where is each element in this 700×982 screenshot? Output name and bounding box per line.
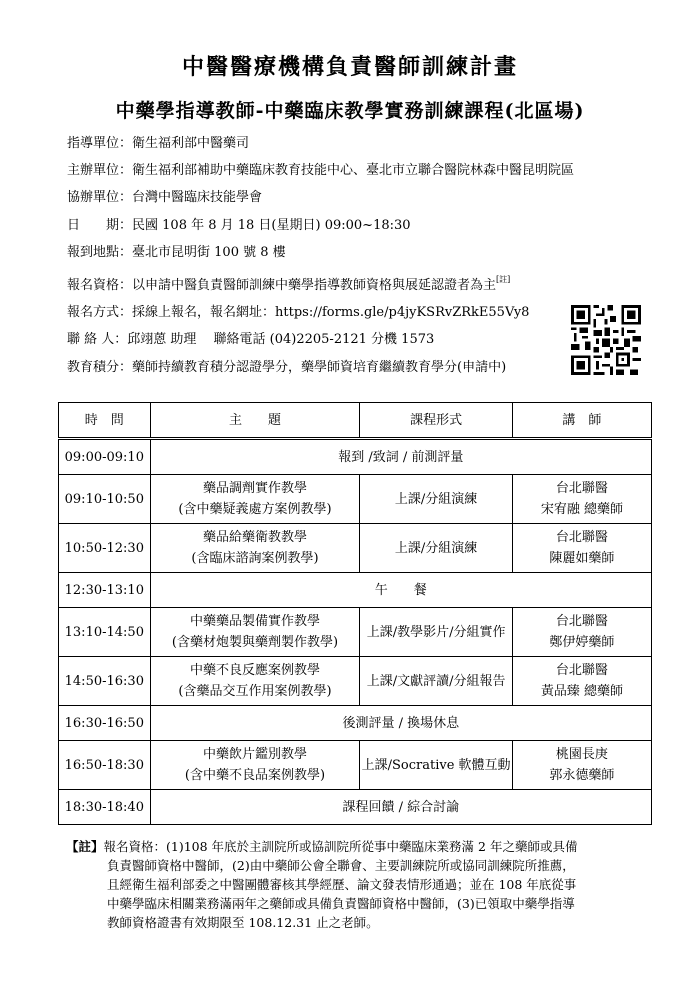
info-co xyxy=(67,190,262,206)
format-cell: 上課/文獻評讀/分組報告 xyxy=(360,657,512,706)
lecturer-cell xyxy=(512,524,651,573)
footnote-line: 教師資格證書有效期限至 108.12.31 止之老師。 xyxy=(107,915,379,930)
topic-detail: (含藥品交互作用案例教學) xyxy=(178,684,332,699)
table-row xyxy=(59,524,652,573)
info-date xyxy=(67,218,411,234)
topic-title: 中藥飲片鑑別教學 xyxy=(202,747,307,762)
info-label: 報名資格： xyxy=(67,278,133,293)
topic-cell xyxy=(150,524,360,573)
span-cell: 午 餐 xyxy=(150,573,651,608)
time-cell: 09:10-10:50 xyxy=(59,475,151,524)
lecturer-name: 鄭伊婷藥師 xyxy=(549,635,615,650)
table-row xyxy=(59,608,652,657)
header-topic: 主 題 xyxy=(150,403,360,439)
topic-title: 藥品給藥衛教教學 xyxy=(202,530,307,545)
info-method xyxy=(67,305,529,321)
topic-cell xyxy=(150,741,360,790)
info-value: 邱翊蒽 助理 聯絡電話 (04)2205-2121 分機 1573 xyxy=(127,332,435,347)
time-cell: 10:50-12:30 xyxy=(59,524,151,573)
info-value: 民國 108 年 8 月 18 日(星期日) 09:00~18:30 xyxy=(132,218,411,233)
header-lecturer: 講 師 xyxy=(512,403,651,439)
table-row xyxy=(59,790,652,825)
info-guide xyxy=(67,136,249,152)
topic-detail: (含中藥疑義處方案例教學) xyxy=(178,502,332,517)
time-cell: 16:30-16:50 xyxy=(59,706,151,741)
topic-cell xyxy=(150,657,360,706)
lecturer-name: 陳麗如藥師 xyxy=(549,551,615,566)
lecturer-name: 黃品臻 總藥師 xyxy=(540,684,623,699)
format-cell: 上課/教學影片/分組實作 xyxy=(360,608,512,657)
lecturer-hospital: 台北聯醫 xyxy=(555,614,608,629)
footnote-line xyxy=(66,837,646,856)
topic-cell xyxy=(150,475,360,524)
info-label: 日 期： xyxy=(67,218,133,233)
topic-detail: (含臨床諮詢案例教學) xyxy=(191,551,319,566)
lecturer-name: 宋宥融 總藥師 xyxy=(540,502,623,517)
note-marker: [註] xyxy=(496,275,511,284)
info-label: 協辦單位： xyxy=(67,190,133,205)
format-cell: 上課/分組演練 xyxy=(360,524,512,573)
time-cell: 16:50-18:30 xyxy=(59,741,151,790)
info-value: 臺北市昆明街 100 號 8 樓 xyxy=(132,245,286,260)
time-cell: 18:30-18:40 xyxy=(59,790,151,825)
info-label: 報名方式： xyxy=(67,305,133,320)
format-cell: 上課/Socrative 軟體互動 xyxy=(360,741,512,790)
info-label: 聯 絡 人： xyxy=(67,332,128,347)
lecturer-hospital: 台北聯醫 xyxy=(555,530,608,545)
span-cell: 課程回饋 / 綜合討論 xyxy=(150,790,651,825)
lecturer-cell xyxy=(512,657,651,706)
info-credit xyxy=(67,360,506,376)
info-qualification xyxy=(67,275,511,294)
info-place xyxy=(67,245,286,261)
topic-title: 中藥不良反應案例教學 xyxy=(189,663,320,678)
registration-link[interactable]: 採線上報名，報名網址：https://forms.gle/p4jyKSRvZRkE55Vy8 xyxy=(132,305,530,320)
span-cell: 後測評量 / 換場休息 xyxy=(150,706,651,741)
footnote-line: 負責醫師資格中醫師，(2)由中藥師公會全聯會、主要訓練院所或協同訓練院所推薦， xyxy=(107,858,575,873)
document-title: 中醫醫療機構負責醫師訓練計畫 xyxy=(181,54,518,80)
topic-cell xyxy=(150,608,360,657)
qr-code-icon[interactable] xyxy=(571,305,641,375)
lecturer-cell xyxy=(512,741,651,790)
header-format: 課程形式 xyxy=(360,403,512,439)
time-cell: 14:50-16:30 xyxy=(59,657,151,706)
time-cell: 13:10-14:50 xyxy=(59,608,151,657)
footnote-text: 報名資格：(1)108 年底於主訓院所或協訓院所從事中藥臨床業務滿 2 年之藥師或具備 xyxy=(103,839,578,854)
info-value: 衛生福利部中醫藥司 xyxy=(132,136,250,151)
table-row xyxy=(59,657,652,706)
table-row xyxy=(59,573,652,608)
lecturer-hospital: 台北聯醫 xyxy=(555,481,608,496)
info-value: 台灣中醫臨床技能學會 xyxy=(132,190,263,205)
lecturer-cell xyxy=(512,608,651,657)
lecturer-hospital: 桃園長庚 xyxy=(555,747,608,762)
document-subtitle: 中藥學指導教師-中藥臨床教學實務訓練課程(北區場) xyxy=(115,100,585,122)
topic-title: 中藥藥品製備實作教學 xyxy=(189,614,320,629)
info-value: 衛生福利部補助中藥臨床教育技能中心、臺北市立聯合醫院林森中醫昆明院區 xyxy=(132,163,575,178)
time-cell: 12:30-13:10 xyxy=(59,573,151,608)
footnote xyxy=(66,837,646,932)
footnote-line: 中藥學臨床相關業務滿兩年之藥師或具備負責醫師資格中醫師，(3)已領取中藥學指導 xyxy=(107,896,575,911)
info-label: 教育積分： xyxy=(67,360,133,375)
header-time: 時 問 xyxy=(59,403,151,439)
topic-detail: (含藥材炮製與藥劑製作教學) xyxy=(171,635,339,650)
info-host xyxy=(67,163,574,179)
footnote-line: 且經衛生福利部委之中醫團體審核其學經歷、論文發表情形通過；並在 108 年底從事 xyxy=(107,877,577,892)
table-row xyxy=(59,706,652,741)
table-header-row xyxy=(59,403,652,439)
lecturer-cell xyxy=(512,475,651,524)
time-cell: 09:00-09:10 xyxy=(59,439,151,475)
schedule-table xyxy=(58,402,652,825)
table-row xyxy=(59,475,652,524)
info-label: 主辦單位： xyxy=(67,163,133,178)
info-value: 藥師持續教育積分認證學分，藥學師資培育繼續教育學分(申請中) xyxy=(132,360,507,375)
span-cell: 報到 /致詞 / 前測評量 xyxy=(150,439,651,475)
table-row xyxy=(59,741,652,790)
info-label: 指導單位： xyxy=(67,136,133,151)
topic-title: 藥品調劑實作教學 xyxy=(202,481,307,496)
info-contact xyxy=(67,332,434,348)
footnote-tag: 【註】 xyxy=(66,839,104,854)
lecturer-hospital: 台北聯醫 xyxy=(555,663,608,678)
info-label: 報到地點： xyxy=(67,245,133,260)
info-value: 以申請中醫負責醫師訓練中藥學指導教師資格與展延認證者為主 xyxy=(132,278,497,293)
topic-detail: (含中藥不良品案例教學) xyxy=(184,768,326,783)
format-cell: 上課/分組演練 xyxy=(360,475,512,524)
table-row xyxy=(59,439,652,475)
lecturer-name: 郭永德藥師 xyxy=(549,768,615,783)
